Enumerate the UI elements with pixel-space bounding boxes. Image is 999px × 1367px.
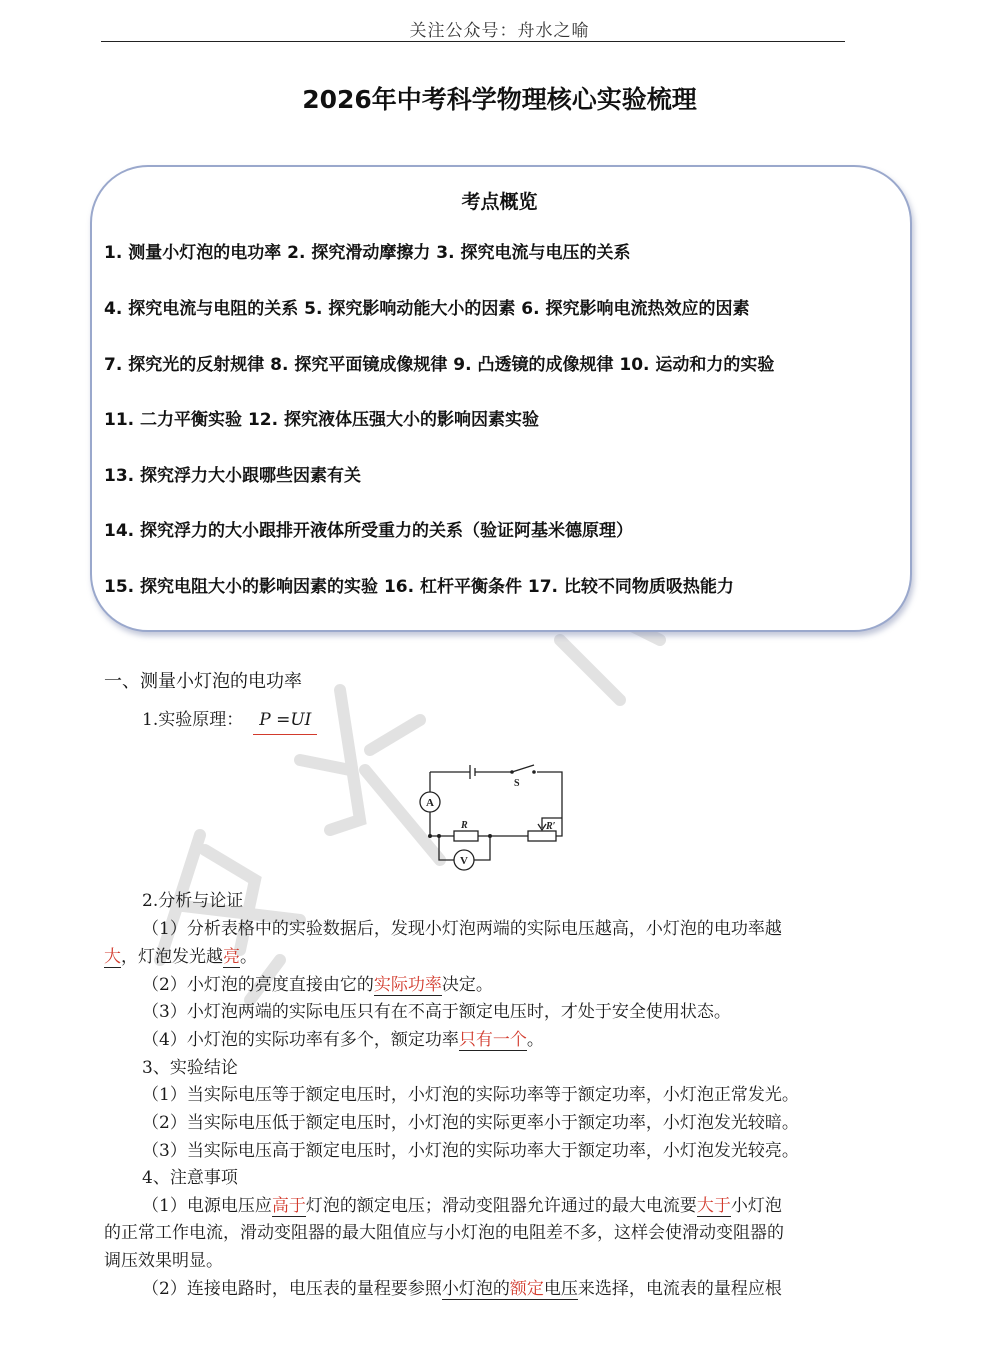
- answer-blank: 只有一个: [458, 1030, 527, 1050]
- notes-item-1-line-1: [142, 1192, 782, 1220]
- text-span: （2）小灯泡的亮度直接由它的: [142, 975, 374, 995]
- section-title: 一、测量小灯泡的电功率: [104, 671, 302, 692]
- text-span: 灯泡的额定电压；滑动变阻器允许通过的最大电流要: [305, 1196, 697, 1216]
- conclusion-item-3: （3）当实际电压高于额定电压时，小灯泡的实际功率大于额定功率，小灯泡发光较亮。: [142, 1141, 799, 1161]
- rheostat-label: R′: [546, 821, 556, 832]
- overview-line: 14. 探究浮力的大小跟排开液体所受重力的关系（验证阿基米德原理）: [104, 521, 634, 541]
- notes-item-1-line-3: 调压效果明显。: [104, 1251, 223, 1271]
- ammeter-label: A: [426, 797, 434, 809]
- underlined-text: 电压: [543, 1279, 578, 1299]
- text-span: 来选择，电流表的量程应根: [577, 1279, 782, 1299]
- overview-line: 15. 探究电阻大小的影响因素的实验 16. 杠杆平衡条件 17. 比较不同物质吸热能力: [104, 577, 734, 597]
- analysis-item-2: [142, 971, 493, 999]
- text-span: （2）连接电路时，电压表的量程要参照: [142, 1279, 442, 1299]
- analysis-title: 2.分析与论证: [142, 891, 244, 911]
- text-span: （4）小灯泡的实际功率有多个，额定功率: [142, 1030, 459, 1050]
- underlined-text: 小灯泡的: [441, 1279, 510, 1299]
- resistor-label: R: [461, 820, 468, 831]
- answer-blank: 实际功率: [373, 975, 442, 995]
- switch-label: S: [514, 778, 520, 789]
- overview-box: [90, 165, 912, 632]
- notes-title: 4、注意事项: [142, 1168, 238, 1188]
- overview-line: 1. 测量小灯泡的电功率 2. 探究滑动摩擦力 3. 探究电流与电压的关系: [104, 243, 631, 263]
- overview-line: 11. 二力平衡实验 12. 探究液体压强大小的影响因素实验: [104, 410, 539, 430]
- notes-item-2: [142, 1275, 782, 1303]
- text-span: ，灯泡发光越: [121, 947, 223, 967]
- answer-blank: 大于: [696, 1196, 731, 1216]
- answer-blank: 高于: [271, 1196, 306, 1216]
- text-span: （1）电源电压应: [142, 1196, 272, 1216]
- voltmeter-label: V: [460, 855, 468, 867]
- conclusion-title: 3、实验结论: [142, 1058, 238, 1078]
- text-span: 。: [240, 947, 257, 967]
- overview-heading: 考点概览: [461, 191, 538, 213]
- overview-line: 4. 探究电流与电阻的关系 5. 探究影响动能大小的因素 6. 探究影响电流热效应的因素: [104, 299, 750, 319]
- text-span: 决定。: [441, 975, 493, 995]
- answer-blank: 亮: [223, 947, 240, 967]
- conclusion-item-2: （2）当实际电压低于额定电压时，小灯泡的实际更率小于额定功率，小灯泡发光较暗。: [142, 1113, 799, 1133]
- formula: P =UI: [253, 706, 317, 735]
- conclusion-item-1: （1）当实际电压等于额定电压时，小灯泡的实际功率等于额定功率，小灯泡正常发光。: [142, 1085, 799, 1105]
- text-span: 。: [526, 1030, 544, 1050]
- overview-line: 13. 探究浮力大小跟哪些因素有关: [104, 466, 362, 486]
- answer-blank: 额定: [509, 1279, 544, 1299]
- principle-line: [142, 706, 317, 735]
- analysis-item-1-line-2: [104, 943, 257, 971]
- answer-blank: 大: [104, 947, 121, 967]
- analysis-item-3: （3）小灯泡两端的实际电压只有在不高于额定电压时，才处于安全使用状态。: [142, 1002, 731, 1022]
- circuit-diagram: [412, 762, 572, 878]
- notes-item-1-line-2: 的正常工作电流，滑动变阻器的最大阻值应与小灯泡的电阻差不多，这样会使滑动变阻器的: [104, 1223, 784, 1243]
- overview-line: 7. 探究光的反射规律 8. 探究平面镜成像规律 9. 凸透镜的成像规律 10. 运动和力的实验: [104, 355, 775, 375]
- header-divider: [101, 41, 845, 42]
- page-header: 关注公众号：舟水之喻: [409, 21, 590, 41]
- document-title: 2026年中考科学物理核心实验梳理: [302, 85, 697, 114]
- text-span: 小灯泡: [730, 1196, 782, 1216]
- analysis-item-4: [142, 1026, 544, 1054]
- principle-label: 1.实验原理：: [142, 710, 244, 730]
- analysis-item-1-line-1: （1）分析表格中的实验数据后，发现小灯泡两端的实际电压越高，小灯泡的电功率越: [142, 919, 782, 939]
